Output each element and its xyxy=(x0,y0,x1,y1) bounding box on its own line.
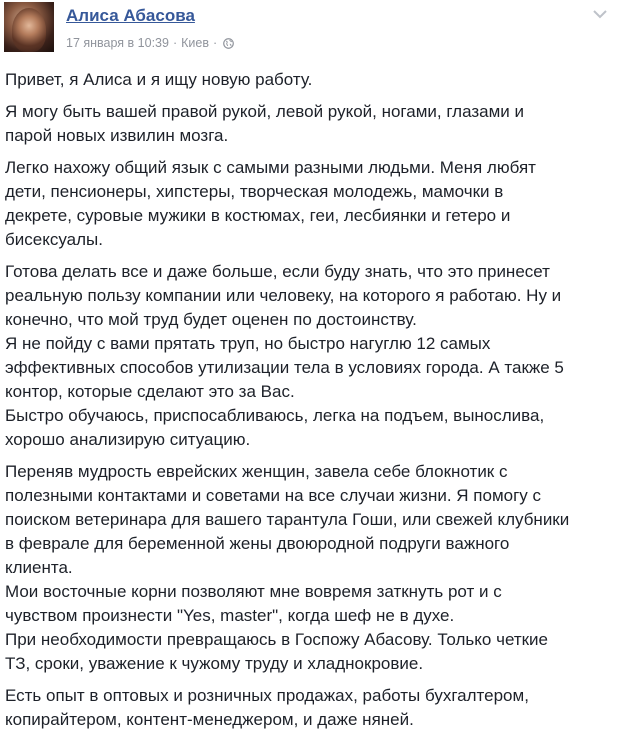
post-text-line: дети, пенсионеры, хипстеры, творческая молодежь, мамочки в xyxy=(5,182,504,201)
post-timestamp[interactable]: 17 января в 10:39 xyxy=(66,36,169,50)
post-text-line: эффективных способов утилизации тела в условиях города. А также 5 xyxy=(5,358,564,377)
post-location[interactable]: Киев xyxy=(181,36,209,50)
post-text-line: Быстро обучаюсь, приспосабливаюсь, легка на подъем, вынослива, xyxy=(5,406,545,425)
post-paragraph xyxy=(5,260,611,452)
post-text-line: При необходимости превращаюсь в Госпожу Абасову. Только четкие xyxy=(5,630,549,649)
post-text-line: Готова делать все и даже больше, если буду знать, что это принесет xyxy=(5,262,550,281)
meta-separator: · xyxy=(172,36,178,50)
post-text-line: Привет, я Алиса и я ищу новую работу. xyxy=(5,70,313,89)
chevron-down-icon[interactable] xyxy=(592,8,608,20)
post-text-line: копирайтером, контент-менеджером, и даже няней. xyxy=(5,710,414,729)
avatar-portrait xyxy=(12,8,46,52)
post-text-line: Легко нахожу общий язык с самыми разными людьми. Меня любят xyxy=(5,158,536,177)
post-text-line: полезными контактами и советами на все случаи жизни. Я помогу с xyxy=(5,486,542,505)
post-text-line: Переняв мудрость еврейских женщин, завела себе блокнотик с xyxy=(5,462,508,481)
author-avatar[interactable] xyxy=(4,2,54,52)
post-text-line: Мои восточные корни позволяют мне вовремя заткнуть рот и с xyxy=(5,582,502,601)
post-text-line: Я не пойду с вами прятать труп, но быстро нагуглю 12 самых xyxy=(5,334,491,353)
post-text-line: ТЗ, сроки, уважение к чужому труду и хладнокровие. xyxy=(5,654,424,673)
post-meta xyxy=(66,36,234,50)
post-paragraph xyxy=(5,460,611,676)
post-paragraph xyxy=(5,100,611,148)
globe-icon[interactable] xyxy=(223,38,234,49)
post-text-line: в феврале для беременной жены двоюродной подруги важного xyxy=(5,534,510,553)
post-text-line: конечно, что мой труд будет оценен по достоинству. xyxy=(5,310,417,329)
post-text-line: декрете, суровые мужики в костюмах, геи, лесбиянки и гетеро и xyxy=(5,206,511,225)
post-text-line: реальную пользу компании или человеку, на которого я работаю. Ну и xyxy=(5,286,562,305)
post-text-line: чувством произнести "Yes, master", когда шеф не в духе. xyxy=(5,606,455,625)
meta-separator: · xyxy=(212,36,218,50)
post-text-line: парой новых извилин мозга. xyxy=(5,126,229,145)
post-paragraph xyxy=(5,68,611,92)
post-text-line: Я могу быть вашей правой рукой, левой рукой, ногами, глазами и xyxy=(5,102,525,121)
post-text-line: Есть опыт в оптовых и розничных продажах, работы бухгалтером, xyxy=(5,686,529,705)
post-text-line: поиском ветеринара для вашего тарантула Гоши, или свежей клубники xyxy=(5,510,570,529)
post-paragraph xyxy=(5,684,611,732)
post-text-line: контор, которые сделают это за Вас. xyxy=(5,382,295,401)
author-name-link[interactable]: Алиса Абасова xyxy=(66,6,195,25)
post-text-line: хорошо анализирую ситуацию. xyxy=(5,430,251,449)
post-paragraph xyxy=(5,156,611,252)
post-body xyxy=(5,68,611,740)
post-text-line: клиента. xyxy=(5,558,73,577)
post-text-line: бисексуалы. xyxy=(5,230,103,249)
